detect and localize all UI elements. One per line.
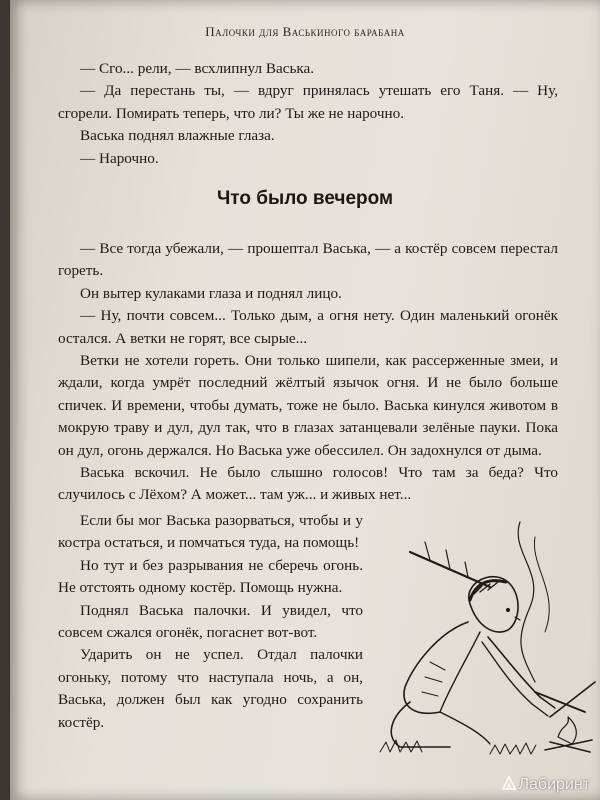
- section-title: Что было вечером: [216, 188, 394, 209]
- paragraph: Васька поднял влажные глаза.: [80, 127, 275, 145]
- text-block-side: [58, 510, 363, 734]
- paragraph: Он вытер кулаками глаза и поднял лицо.: [80, 284, 342, 302]
- paragraph: — Нарочно.: [80, 149, 159, 167]
- paragraph: Но тут и без разрывания не сберечь огонь. Не отстоять одному костёр. Помощь нужна.: [58, 556, 363, 597]
- paragraph: Васька вскочил. Не было слышно голосов! Что там за беда? Что случилось с Лёхом? А может... там уж... и живых нет...: [58, 464, 558, 504]
- paragraph: — Ну, почти совсем... Только дым, а огня нету. Один маленький огонёк остался. А ветки не горят, все сырые...: [58, 307, 558, 347]
- paragraph: Ветки не хотели гореть. Они только шипели, как рассерженные змеи, и ждали, когда умрёт последний жёлтый язычок огня. И не было больше спичек. И времени, чтобы думать, тоже не было. Васька кинулся животом в мокрую траву и дул, дул так, что в глазах затанцевали зелёные пауки. Пока он дул, огонь держался. Но Васька уже обессилел. Он задохнулся от дыма.: [58, 352, 558, 459]
- paragraph: Если бы мог Васька разорваться, чтобы и у костра остаться, и помчаться туда, на помощь!: [58, 512, 363, 552]
- watermark-text: Лабиринт: [518, 776, 590, 793]
- paragraph: — Сго... рели, — всхлипнул Васька.: [80, 60, 315, 77]
- text-block-top: [58, 58, 558, 170]
- text-block-main: [58, 238, 558, 507]
- paragraph: Поднял Васька палочки. И увидел, что совсем сжался огонёк, погаснет вот-вот.: [58, 601, 363, 642]
- book-page: [10, 0, 600, 800]
- running-head: Палочки для Васькиного барабана: [205, 24, 405, 39]
- paragraph: — Все тогда убежали, — прошептал Васька, — а костёр совсем перестал гореть.: [58, 240, 558, 280]
- labirint-logo-icon: [501, 775, 517, 791]
- paragraph: — Да перестань ты, — вдруг принялась утешать его Таня. — Ну, сгорели. Помирать теперь, что ли? Ты же не нарочно.: [58, 82, 558, 122]
- watermark: [501, 775, 591, 794]
- boy-by-campfire-sketch-icon: [370, 512, 600, 762]
- paragraph: Ударить он не успел. Отдал палочки огоньку, потому что наступала ночь, а он, Васька, должен был как угодно сохранить костёр.: [58, 646, 363, 731]
